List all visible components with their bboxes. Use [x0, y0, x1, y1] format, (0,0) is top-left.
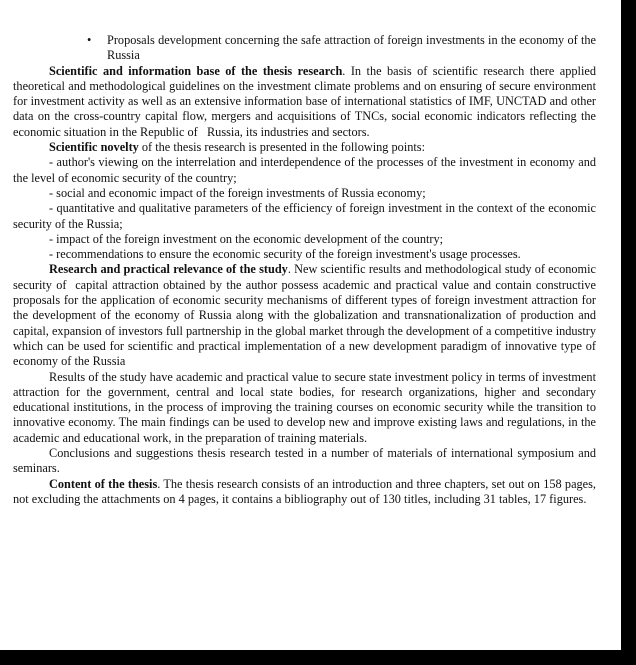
paragraph — [13, 64, 596, 140]
paragraph — [13, 186, 596, 201]
text-column — [13, 33, 596, 507]
paragraphs-container — [13, 64, 596, 508]
paragraph-text: - author's viewing on the interrelation and interdependence of the processes of the investment in economy and the level of economic security of the country; — [13, 155, 596, 185]
paragraph — [13, 155, 596, 186]
paragraph-lead: Scientific and information base of the thesis research — [49, 63, 343, 78]
paragraph-text: - impact of the foreign investment on the economic development of the country; — [49, 231, 444, 246]
bullet-item-text: Proposals development concerning the safe attraction of foreign investments in the economy of the Russia — [107, 33, 596, 63]
bullet-icon: • — [87, 33, 92, 47]
paragraph-lead: Scientific novelty — [49, 140, 139, 155]
paragraph-lead: Research and practical relevance of the study — [49, 262, 288, 277]
paragraph — [13, 370, 596, 446]
paragraph-text: - quantitative and qualitative parameters of the efficiency of foreign investment in the context of the economic security of the Russia; — [13, 201, 596, 231]
paragraph-text: Results of the study have academic and practical value to secure state investment policy in terms of investment attraction for the government, central and local state bodies, for research organizations, higher and secondary educational institutions, in the process of improving the training courses on economic security while the transition to innovative economy. The main findings can be used to develop new and improve existing laws and regulations, in the academic and educational work, in the preparation of training materials. — [13, 369, 596, 445]
paragraph — [13, 232, 596, 247]
paragraph — [13, 262, 596, 369]
paragraph-text: Conclusions and suggestions thesis research tested in a number of materials of international symposium and seminars. — [13, 446, 596, 476]
bullet-list-item — [13, 33, 596, 64]
paragraph — [13, 201, 596, 232]
paragraph — [13, 446, 596, 477]
paragraph — [13, 140, 596, 155]
paragraph-text: . In the basis of scientific research there applied theoretical and methodological guidelines on the investment climate problems and on ensuring of secure environment for investment activity as well as an extensive information base of international statistics of IMF, UNCTAD and other data on the cross-country capital flow, mergers and acquisitions of TNCs, social economic indicators reflecting the economic situation in the Republic of Russia, its industries and sectors. — [13, 63, 596, 139]
paragraph-text: . New scientific results and methodological study of economic security of capital attraction obtained by the author possess academic and practical value and contain constructive proposals for the application of economic security mechanisms of different types of foreign investment attraction for the development of the economy of Russia along with the globalization and transnationalization of production and capital, expansion of investors full partnership in the global market through the development of a competitive industry which can be used for scientific and practical implementation of a new development paradigm of innovative type of economy of the Russia — [13, 262, 596, 369]
paragraph — [13, 477, 596, 508]
paragraph-lead: Content of the thesis — [49, 476, 158, 491]
paragraph-text: . The thesis research consists of an introduction and three chapters, set out on 158 pages, not excluding the attachments on 4 pages, it contains a bibliography out of 130 titles, including 31 tables, 17 figures. — [13, 476, 597, 506]
paragraph-text: of the thesis research is presented in the following points: — [138, 140, 426, 155]
paragraph — [13, 247, 596, 262]
paragraph-text: - recommendations to ensure the economic security of the foreign investment's usage processes. — [49, 247, 521, 262]
paragraph-text: - social and economic impact of the foreign investments of Russia economy; — [49, 185, 426, 200]
